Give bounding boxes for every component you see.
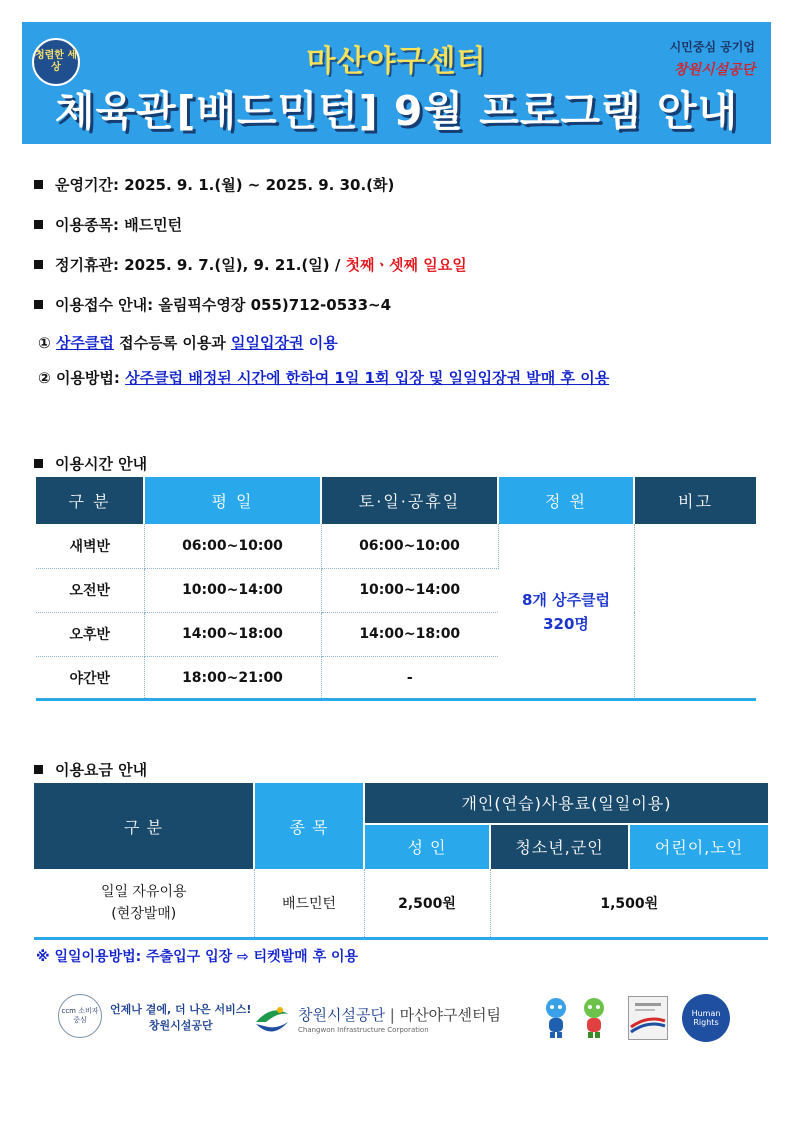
capacity-people: 320명 — [543, 614, 589, 633]
reception-value: 올림픽수영장 055)712-0533~4 — [158, 296, 392, 314]
fee-youth-child: 1,500원 — [600, 896, 659, 912]
weekend-time: 14:00~18:00 — [321, 612, 498, 656]
weekday-time: 14:00~18:00 — [144, 612, 321, 656]
certificate-icon — [628, 996, 668, 1040]
hours-header-weekday: 평 일 — [144, 477, 321, 524]
mascot-green-icon — [580, 996, 608, 1040]
item-value: 배드민턴 — [124, 216, 183, 234]
info-sub-2 — [38, 367, 609, 388]
brand-name: 창원시설공단 — [673, 62, 755, 78]
session-name: 오전반 — [36, 568, 144, 612]
ccm-text: ccm 소비자중심 — [61, 1007, 99, 1024]
bullet-square-icon — [34, 765, 43, 774]
usage-method-link[interactable]: 상주클럽 배정된 시간에 한하여 1일 1회 입장 및 일일입장권 발매 후 이용 — [125, 369, 610, 387]
fees-header-youth: 청소년,군인 — [490, 824, 629, 869]
fee-row-name-line2: (현장발매) — [111, 906, 177, 922]
fee-row-item: 배드민턴 — [254, 869, 364, 937]
period-value: 2025. 9. 1.(월) ~ 2025. 9. 30.(화) — [124, 176, 395, 194]
fees-table — [34, 783, 768, 937]
hours-header-weekend: 토·일·공휴일 — [321, 477, 498, 524]
brand-logo — [670, 38, 755, 79]
fee-row-name-line1: 일일 자유이용 — [100, 884, 187, 900]
weekday-time: 10:00~14:00 — [144, 568, 321, 612]
fees-title-text: 이용요금 안내 — [55, 761, 148, 779]
hours-header-capacity: 정 원 — [498, 477, 634, 524]
capacity-cell — [498, 524, 634, 700]
changwon-emblem-icon — [252, 1000, 292, 1040]
weekday-time: 18:00~21:00 — [144, 656, 321, 700]
bullet-square-icon — [34, 260, 43, 269]
hours-header-remarks: 비고 — [634, 477, 756, 524]
item-label: 이용종목: — [55, 216, 119, 234]
ccm-certification-logo — [58, 994, 102, 1038]
fees-header-group: 개인(연습)사용료(일일이용) — [364, 783, 768, 824]
session-name: 새벽반 — [36, 524, 144, 568]
page-subtitle: 마산야구센터 — [306, 44, 487, 79]
org-name-text — [298, 1004, 501, 1025]
session-name: 야간반 — [36, 656, 144, 700]
service-slogan — [110, 1002, 251, 1034]
footer-logos — [58, 992, 738, 1044]
closed-value: 2025. 9. 7.(일), 9. 21.(일) / — [124, 256, 341, 274]
remarks-cell — [634, 524, 756, 700]
weekend-time: 06:00~10:00 — [321, 524, 498, 568]
fees-header-item: 종 목 — [254, 783, 364, 869]
info-item — [34, 214, 182, 235]
session-name: 오후반 — [36, 612, 144, 656]
usage-method-label: 이용방법: — [55, 369, 120, 387]
closed-label: 정기휴관: — [55, 256, 119, 274]
hours-header-category: 구 분 — [36, 477, 144, 524]
fees-table-bottom-rule — [34, 937, 768, 940]
slogan-line1: 언제나 곁에, 더 나은 서비스! — [110, 1003, 252, 1016]
fee-adult: 2,500원 — [364, 869, 490, 937]
weekend-time: - — [406, 670, 413, 687]
sub1-end-text: 이용 — [308, 334, 338, 352]
human-rights-badge — [682, 994, 730, 1042]
table-row — [34, 869, 768, 937]
org-name: 창원시설공단 — [298, 1006, 385, 1024]
info-period — [34, 174, 394, 195]
capacity-clubs: 8개 상주클럽 — [521, 590, 611, 609]
org-english-name: Changwon Infrastructure Corporation — [298, 1026, 429, 1034]
fee-row-name — [34, 869, 254, 937]
sub1-middle-text: 접수등록 이용과 — [119, 334, 226, 352]
closed-note: 첫째ㆍ셋째 일요일 — [345, 256, 467, 274]
team-name: 마산야구센터팀 — [399, 1006, 502, 1024]
fees-header-adult: 성 인 — [364, 824, 490, 869]
header-banner — [22, 22, 771, 144]
weekday-time: 06:00~10:00 — [144, 524, 321, 568]
hours-table — [36, 477, 756, 701]
brand-slogan: 시민중심 공기업 — [669, 40, 755, 54]
circled-number-1: ① — [38, 334, 51, 352]
bullet-square-icon — [34, 300, 43, 309]
table-row — [36, 524, 756, 568]
info-sub-1 — [38, 332, 338, 353]
bullet-square-icon — [34, 459, 43, 468]
mascot-blue-icon — [542, 996, 570, 1040]
daily-usage-note: ※ 일일이용방법: 주출입구 입장 ⇨ 티켓발매 후 이용 — [36, 949, 359, 965]
weekend-time: 10:00~14:00 — [321, 568, 498, 612]
info-reception — [34, 294, 391, 315]
hours-title-text: 이용시간 안내 — [55, 455, 148, 473]
daily-ticket-link[interactable]: 일일입장권 — [231, 334, 304, 352]
circled-number-2: ② — [38, 369, 51, 387]
slogan-line2: 창원시설공단 — [148, 1019, 213, 1032]
fees-header-child: 어린이,노인 — [629, 824, 768, 869]
badge-text: Human Rights — [691, 1009, 721, 1027]
name-divider: | — [389, 1006, 395, 1024]
fees-header-category: 구 분 — [34, 783, 254, 869]
seal-text: 청렴한 세상 — [34, 50, 78, 73]
reception-label: 이용접수 안내: — [55, 296, 154, 314]
bullet-square-icon — [34, 180, 43, 189]
fees-section-title — [34, 759, 147, 780]
hours-section-title — [34, 453, 147, 474]
resident-club-link[interactable]: 상주클럽 — [55, 334, 114, 352]
page-title: 체육관[배드민턴] 9월 프로그램 안내 — [54, 87, 739, 135]
info-closed — [34, 254, 467, 275]
period-label: 운영기간: — [55, 176, 119, 194]
hours-table-bottom-rule — [36, 698, 756, 701]
bullet-square-icon — [34, 220, 43, 229]
